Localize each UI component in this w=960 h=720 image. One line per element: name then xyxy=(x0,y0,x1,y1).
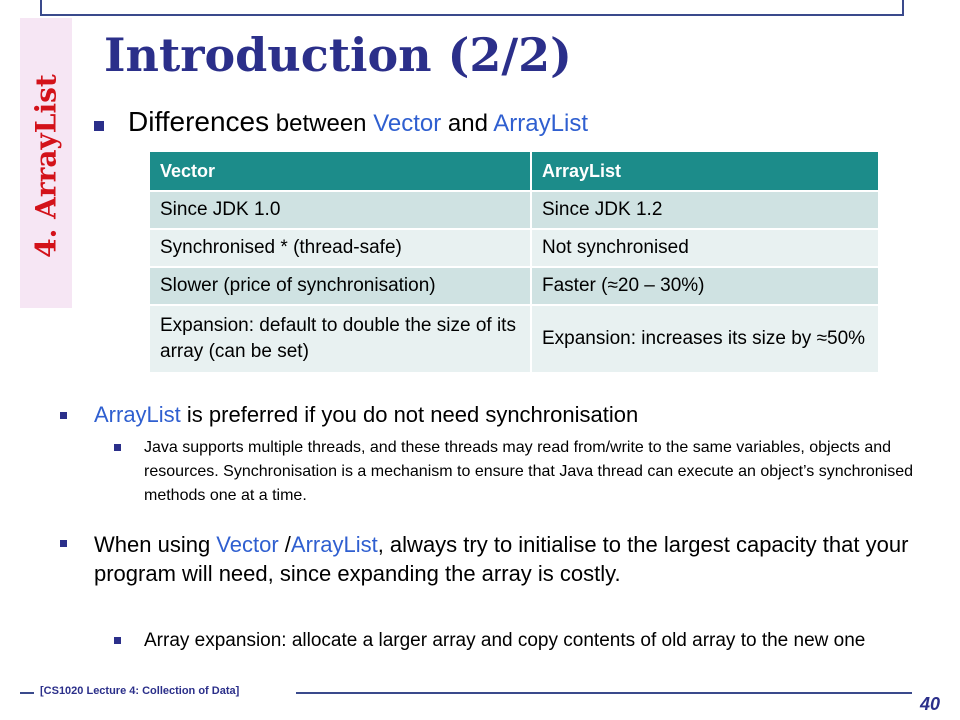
bullet-part: is preferred if you do not need synchronisation xyxy=(180,402,639,427)
sub-bullet-text: Array expansion: allocate a larger array and copy contents of old array to the new one xyxy=(144,630,866,651)
sub-bullet-text: Java supports multiple threads, and these threads may read from/write to the same variables, objects and resources. Synchronisation is a mechanism to ensure that Java thread can execute an object’s synchronised methods one at a time. xyxy=(144,439,914,504)
bullet-arraylist: ArrayList xyxy=(94,402,181,427)
footer-line-left xyxy=(20,692,34,694)
bullet-square-icon xyxy=(114,444,121,451)
footer-line-right xyxy=(296,692,912,694)
frame-line-right xyxy=(902,0,904,16)
bullet-part: / xyxy=(278,532,291,557)
table-cell: Expansion: increases its size by ≈50% xyxy=(531,305,879,373)
table-cell: Since JDK 1.0 xyxy=(150,191,531,229)
bullet-text xyxy=(94,530,920,588)
table-cell: Since JDK 1.2 xyxy=(531,191,879,229)
bullet-vector: Vector xyxy=(216,532,279,557)
bullet-square-icon xyxy=(60,540,67,547)
bullet-arraylist: ArrayList xyxy=(290,532,378,557)
bullet-text xyxy=(94,402,638,428)
heading-part: between xyxy=(269,110,374,137)
bullet-square-icon xyxy=(94,121,104,131)
table-header-cell: ArrayList xyxy=(531,152,879,191)
section-label: 4. ArrayList xyxy=(29,74,63,258)
table-row xyxy=(150,229,879,267)
heading-arraylist: ArrayList xyxy=(493,110,588,137)
comparison-table xyxy=(150,152,880,374)
heading-part: Differences xyxy=(128,106,270,137)
table-header-row xyxy=(150,152,879,191)
frame-line-top xyxy=(40,14,902,16)
bullet-part: , always try to initialise to the largest capacity that your program will need, since expanding the array is costly. xyxy=(94,532,909,586)
table-header-cell: Vector xyxy=(150,152,531,191)
heading-part: and xyxy=(441,110,494,137)
table-cell: Slower (price of synchronisation) xyxy=(150,267,531,305)
slide-title: Introduction (2/2) xyxy=(104,28,572,82)
heading-vector: Vector xyxy=(373,110,442,137)
table-cell: Faster (≈20 – 30%) xyxy=(531,267,879,305)
table-cell: Expansion: default to double the size of its array (can be set) xyxy=(150,305,531,373)
footer-text: [CS1020 Lecture 4: Collection of Data] xyxy=(40,685,240,697)
bullet-square-icon xyxy=(60,412,67,419)
bullet-square-icon xyxy=(114,637,121,644)
page-number: 40 xyxy=(920,694,941,714)
table-cell: Not synchronised xyxy=(531,229,879,267)
table-row xyxy=(150,191,879,229)
table-row xyxy=(150,305,879,373)
table-cell: Synchronised * (thread-safe) xyxy=(150,229,531,267)
table-row xyxy=(150,267,879,305)
bullet-part: When using xyxy=(94,532,217,557)
heading-text xyxy=(128,106,588,138)
